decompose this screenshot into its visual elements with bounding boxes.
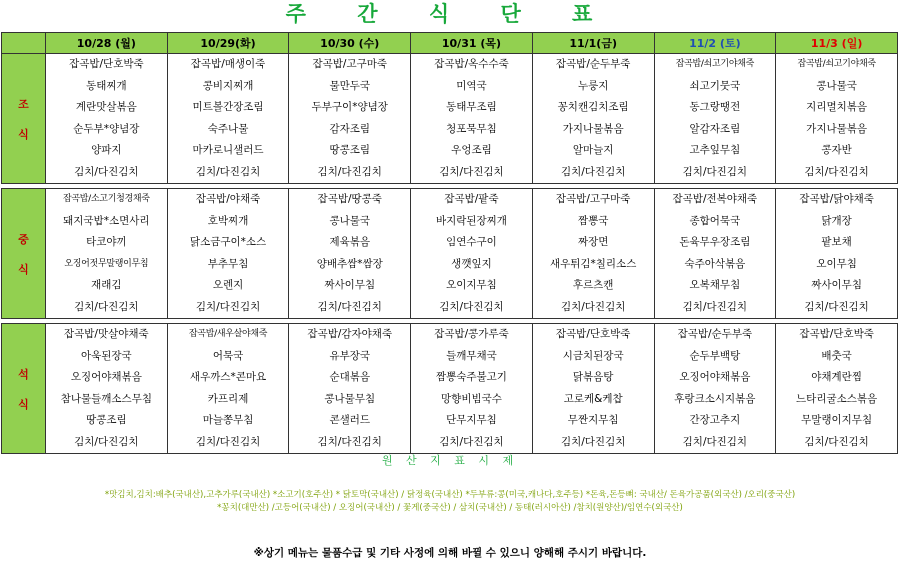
menu-item: 잡곡밥/새우살야채죽: [188, 329, 268, 339]
menu-item: 돈육무우장조림: [679, 236, 751, 248]
menu-item: 종합어묵국: [689, 214, 741, 227]
menu-item: 오복채무침: [689, 279, 741, 291]
menu-item: 콩나물국: [329, 214, 371, 227]
menu-item: 잡곡밥/단호박죽: [799, 328, 874, 340]
menu-item: 타코야끼: [86, 236, 127, 248]
page-title: 주 간 식 단 표: [285, 2, 615, 26]
menu-item: 제육볶음: [329, 236, 371, 248]
menu-item: 알마늘지: [572, 144, 614, 156]
meal-row-lunch: [2, 189, 898, 319]
menu-item: 양파지: [91, 144, 122, 156]
menu-item: 잡곡밥/매생이죽: [190, 58, 266, 70]
menu-item: 김치/다진김치: [682, 165, 748, 178]
menu-item: 김치/다진김치: [195, 435, 261, 448]
day-header-tue: 10/29(화): [167, 33, 289, 54]
menu-item: 배춧국: [821, 349, 852, 362]
menu-item: 고추잎무침: [689, 144, 741, 156]
menu-cell: [532, 189, 654, 319]
menu-item: 쇠고기뭇국: [689, 79, 741, 92]
menu-item: 카프리제: [207, 392, 249, 405]
meal-row-breakfast: [2, 54, 898, 184]
day-header-thu: 10/31 (목): [411, 33, 533, 54]
menu-item: 새우까스*콘마요: [189, 371, 267, 383]
menu-item: 잡곡밥/쇠고기야채죽: [797, 59, 876, 69]
menu-item: 참나물들깨소스무침: [60, 392, 152, 405]
menu-item: 오렌지: [212, 279, 244, 291]
menu-item: 콩자반: [821, 144, 852, 156]
menu-item: 땅콩조림: [329, 144, 371, 156]
menu-item: 누룽지: [577, 79, 609, 92]
menu-item: 청포묵무침: [446, 122, 497, 135]
menu-item: 김치/다진김치: [439, 300, 504, 313]
origin-title: 원 산 지 표 시 제: [381, 454, 519, 467]
menu-item: 잡곡밥/야채죽: [195, 193, 261, 205]
menu-item: 잡곡밥/닭야채죽: [799, 193, 874, 205]
menu-item: 김치/다진김치: [439, 435, 504, 448]
day-header-sat: 11/2 (토): [654, 33, 776, 54]
menu-item: 지리멸치볶음: [806, 101, 868, 113]
menu-item: 마늘쫑무침: [202, 414, 254, 426]
menu-item: 후랑크소시지볶음: [674, 392, 756, 405]
origin-line: *꽁치(대만산) /고등어(국내산) / 오징어(국내산) / 꽃게(중국산) / 삼치(국내산) / 동태(러시아산) /참치(원양산)/임연수(외국산): [217, 503, 683, 513]
menu-item: 단무지무침: [446, 414, 497, 426]
menu-cell: [776, 189, 898, 319]
menu-cell: [411, 324, 533, 454]
menu-item: 콩비지찌개: [202, 79, 254, 92]
menu-item: 순두부백탕: [689, 349, 741, 362]
menu-item: 잡곡밥/콩가루죽: [434, 328, 509, 340]
meal-label-char: 식: [18, 262, 29, 276]
menu-item: 잡곡밥/단호박죽: [555, 328, 631, 340]
menu-cell: [654, 324, 776, 454]
menu-cell: [532, 54, 654, 184]
menu-item: 계란맛살볶음: [75, 101, 137, 113]
menu-cell: [167, 54, 289, 184]
menu-cell: [46, 189, 168, 319]
menu-item: 땅콩조림: [86, 414, 127, 426]
menu-item: 잡곡밥/단호박죽: [69, 58, 144, 70]
menu-item: 고로케&케찹: [563, 392, 623, 405]
menu-item: 잡곡밥/전복야채죽: [672, 193, 758, 205]
menu-item: 닭개장: [821, 214, 852, 227]
menu-item: 후르츠캔: [572, 279, 614, 291]
meal-label-char: 중: [18, 232, 29, 246]
menu-item: 숙주나물: [207, 122, 249, 135]
origin-line: *맛김치,김치:배추(국내산),고추가루(국내산) *소고기(호주산) * 닭토막(국내산) / 닭정육(국내산) *두부류:콩(미국,캐나다,호주등) *돈육,돈등뼈: 국내산/ 돈육가공품(외국산) /오리(중국산): [104, 490, 796, 500]
menu-item: 잡곡밥/감자야채죽: [307, 328, 393, 340]
day-header-fri: 11/1(금): [532, 33, 654, 54]
menu-item: 동태찌개: [86, 79, 127, 92]
menu-item: 유부장국: [329, 349, 371, 362]
menu-item: 감자조림: [329, 122, 371, 135]
menu-item: 김치/다진김치: [317, 300, 382, 313]
menu-item: 김치/다진김치: [439, 165, 504, 178]
menu-item: 바지락된장찌개: [435, 214, 507, 227]
notice-text: ※상기 메뉴는 물품수급 및 기타 사정에 의해 바뀔 수 있으니 양해해 주시기 바랍니다.: [253, 547, 647, 559]
menu-item: 오징어젓무말랭이무침: [64, 258, 149, 269]
day-header-row: [2, 33, 898, 54]
corner-cell: [2, 33, 46, 54]
menu-item: 아욱된장국: [80, 349, 132, 362]
menu-cell: [776, 54, 898, 184]
menu-item: 돼지국밥*소면사리: [63, 214, 150, 227]
menu-item: 동태무조림: [446, 101, 497, 113]
menu-item: 동그랑땡전: [689, 101, 741, 113]
origin-info: [0, 489, 900, 515]
menu-item: 순두부*양념장: [73, 122, 140, 135]
meal-row-dinner: [2, 324, 898, 454]
menu-item: 짜사이무침: [324, 279, 376, 291]
meal-label-char: 석: [18, 367, 29, 381]
menu-cell: [411, 189, 533, 319]
menu-cell: [776, 324, 898, 454]
menu-item: 가지나물볶음: [562, 122, 624, 135]
menu-item: 무말랭이지무침: [801, 414, 873, 426]
menu-item: 콩나물국: [816, 79, 857, 92]
menu-item: 생깻잎지: [451, 257, 492, 270]
menu-item: 잡곡밥/쇠고기야채죽: [675, 59, 754, 69]
menu-cell: [654, 189, 776, 319]
menu-item: 들깨무채국: [446, 349, 497, 362]
menu-item: 김치/다진김치: [804, 300, 869, 313]
menu-item: 망향비빔국수: [441, 392, 502, 405]
menu-item: 잡곡밥/팥죽: [444, 193, 499, 205]
menu-item: 김치/다진김치: [804, 435, 869, 448]
menu-item: 오징어야채볶음: [70, 371, 142, 383]
menu-item: 김치/다진김치: [317, 165, 382, 178]
menu-item: 닭소금구이*소스: [189, 236, 267, 248]
menu-item: 짬뽕국: [577, 214, 609, 227]
menu-item: 순대볶음: [329, 371, 371, 383]
menu-item: 닭볶음탕: [572, 371, 614, 383]
meal-label-dinner: [2, 324, 46, 454]
menu-item: 김치/다진김치: [804, 165, 869, 178]
menu-item: 김치/다진김치: [195, 165, 261, 178]
menu-item: 미트볼간장조림: [192, 101, 264, 113]
menu-cell: [46, 54, 168, 184]
day-header-wed: 10/30 (수): [289, 33, 411, 54]
menu-item: 마카로니샐러드: [192, 144, 264, 156]
menu-item: 잡곡밥/소고기청경채죽: [63, 194, 150, 204]
menu-item: 임연수구이: [446, 236, 497, 248]
menu-item: 두부구이*양념장: [311, 101, 388, 113]
menu-item: 김치/다진김치: [74, 300, 139, 313]
menu-item: 야채계란찜: [811, 371, 862, 383]
meal-label-breakfast: [2, 54, 46, 184]
menu-item: 김치/다진김치: [317, 435, 382, 448]
menu-item: 잡곡밥/순두부죽: [677, 328, 753, 340]
menu-item: 느타리굴소스볶음: [796, 392, 878, 405]
menu-item: 무짠지무침: [567, 414, 619, 426]
weekly-menu-table: [1, 32, 898, 454]
menu-item: 잡곡밥/옥수수죽: [434, 58, 509, 70]
menu-item: 숙주아삭볶음: [684, 257, 746, 270]
meal-label-char: 조: [18, 97, 29, 111]
menu-item: 콘샐러드: [329, 414, 371, 426]
menu-item: 재래김: [91, 279, 122, 291]
menu-cell: [654, 54, 776, 184]
menu-item: 우엉조림: [451, 144, 492, 156]
menu-item: 호박찌개: [207, 214, 249, 227]
menu-item: 김치/다진김치: [74, 165, 139, 178]
menu-item: 가지나물볶음: [806, 122, 868, 135]
menu-item: 미역국: [456, 79, 487, 92]
menu-item: 팥보채: [821, 236, 852, 248]
menu-item: 김치/다진김치: [560, 435, 626, 448]
menu-cell: [167, 189, 289, 319]
menu-cell: [289, 189, 411, 319]
menu-item: 짬뽕숙주불고기: [435, 371, 507, 383]
menu-item: 오이무침: [816, 257, 857, 270]
menu-item: 어묵국: [212, 349, 244, 362]
menu-cell: [289, 54, 411, 184]
menu-item: 간장고추지: [689, 414, 741, 426]
meal-label-lunch: [2, 189, 46, 319]
menu-item: 김치/다진김치: [682, 300, 748, 313]
menu-item: 오이지무침: [446, 279, 497, 291]
menu-item: 잡곡밥/땅콩죽: [317, 193, 382, 205]
menu-item: 오징어야채볶음: [679, 371, 751, 383]
menu-item: 잡곡밥/고구마죽: [312, 58, 388, 70]
menu-item: 김치/다진김치: [560, 300, 626, 313]
menu-item: 김치/다진김치: [74, 435, 139, 448]
menu-item: 콩나물무침: [324, 392, 376, 405]
menu-item: 알감자조림: [689, 122, 741, 135]
day-header-sun: 11/3 (일): [776, 33, 898, 54]
menu-item: 양배추쌈*쌈장: [316, 257, 383, 270]
menu-cell: [167, 324, 289, 454]
menu-cell: [411, 54, 533, 184]
meal-label-char: 식: [18, 397, 29, 411]
menu-item: 꽁치캔김치조림: [557, 101, 629, 113]
menu-item: 새우튀김*칠리소스: [549, 257, 637, 270]
menu-item: 짜장면: [577, 236, 609, 248]
menu-item: 김치/다진김치: [682, 435, 748, 448]
menu-item: 잡곡밥/고구마죽: [555, 193, 631, 205]
menu-cell: [532, 324, 654, 454]
menu-item: 부추무침: [207, 257, 249, 270]
menu-cell: [289, 324, 411, 454]
menu-item: 잡곡밥/순두부죽: [555, 58, 631, 70]
menu-item: 시금치된장국: [562, 349, 624, 362]
menu-item: 잡곡밥/맛살야채죽: [64, 328, 149, 340]
menu-cell: [46, 324, 168, 454]
menu-item: 물만두국: [329, 79, 371, 92]
day-header-mon: 10/28 (월): [46, 33, 168, 54]
menu-item: 김치/다진김치: [195, 300, 261, 313]
meal-label-char: 식: [18, 127, 29, 141]
menu-item: 김치/다진김치: [560, 165, 626, 178]
menu-item: 짜사이무침: [811, 279, 862, 291]
